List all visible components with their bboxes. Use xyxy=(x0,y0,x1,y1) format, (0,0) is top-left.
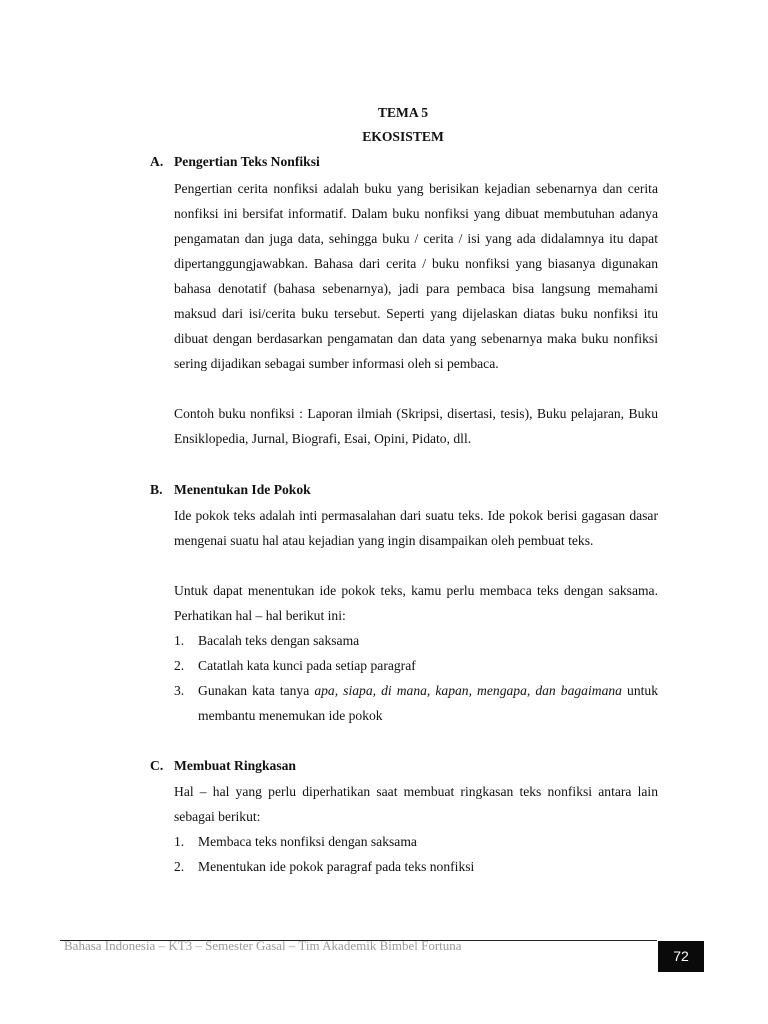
section-heading-c xyxy=(150,754,296,778)
section-letter: C. xyxy=(150,758,164,773)
list-text: Bacalah teks dengan saksama xyxy=(198,633,360,648)
list-number: 3. xyxy=(174,683,185,698)
section-letter: B. xyxy=(150,482,163,497)
list-text: Membaca teks nonfiksi dengan saksama xyxy=(198,834,417,849)
list-number: 1. xyxy=(174,633,185,648)
page-number: 72 xyxy=(658,941,704,972)
list-text xyxy=(198,678,658,728)
paragraph: Contoh buku nonfiksi : Laporan ilmiah (Skripsi, disertasi, tesis), Buku pelajaran, Buku Ensiklopedia, Jurnal, Biografi, Esai, Opini, Pidato, dll. xyxy=(174,406,658,446)
list-item xyxy=(174,678,658,728)
list-number: 1. xyxy=(174,834,185,849)
theme-label: TEMA 5 xyxy=(377,105,429,120)
page-title: EKOSISTEM xyxy=(362,129,444,144)
list-item xyxy=(174,628,658,653)
section-letter: A. xyxy=(150,154,164,169)
paragraph: Ide pokok teks adalah inti permasalahan dari suatu teks. Ide pokok berisi gagasan dasar mengenai suatu hal atau kejadian yang ingin disampaikan oleh pembuat teks. xyxy=(174,508,658,548)
footer-text: Bahasa Indonesia – KT3 – Semester Gasal – Tim Akademik Bimbel Fortuna xyxy=(64,938,462,953)
list-item xyxy=(174,829,658,854)
list-text-start: Gunakan kata tanya xyxy=(198,683,315,698)
list-item xyxy=(174,653,658,678)
section-title: Menentukan Ide Pokok xyxy=(174,482,311,497)
question-words: apa, siapa, di mana, kapan, mengapa, dan bagaimana xyxy=(314,683,622,698)
list-text: Menentukan ide pokok paragraf pada teks nonfiksi xyxy=(198,859,475,874)
section-title: Pengertian Teks Nonfiksi xyxy=(174,154,320,169)
section-heading-a xyxy=(150,150,320,174)
list-number: 2. xyxy=(174,859,185,874)
paragraph: Untuk dapat menentukan ide pokok teks, kamu perlu membaca teks dengan saksama. Perhatikan hal – hal berikut ini: xyxy=(174,583,658,623)
section-title: Membuat Ringkasan xyxy=(174,758,296,773)
list-number: 2. xyxy=(174,658,185,673)
list-text: Catatlah kata kunci pada setiap paragraf xyxy=(198,658,416,673)
footer-divider xyxy=(60,940,657,941)
paragraph: Hal – hal yang perlu diperhatikan saat membuat ringkasan teks nonfiksi antara lain sebagai berikut: xyxy=(174,784,658,824)
list-text-end: untuk membantu menemukan ide pokok xyxy=(198,683,658,723)
paragraph: Pengertian cerita nonfiksi adalah buku yang berisikan kejadian sebenarnya dan cerita nonfiksi ini bersifat informatif. Dalam buku nonfiksi yang dibuat membutuhan adanya pengamatan dan juga data, sehingga buku / cerita / isi yang ada didalamnya itu dapat dipertanggungjawabkan. Bahasa dari cerita / buku nonfiksi yang biasanya digunakan bahasa denotatif (bahasa sebenarnya), jadi para pembaca bisa langsung memahami maksud dari isi/cerita buku tersebut. Seperti yang dijelaskan diatas buku nonfiksi itu dibuat dengan berdasarkan pengamatan dan data yang sebenarnya maka buku nonfiksi sering dijadikan sebagai sumber informasi oleh si pembaca. xyxy=(174,181,658,371)
list-item xyxy=(174,854,658,879)
section-heading-b xyxy=(150,478,311,502)
